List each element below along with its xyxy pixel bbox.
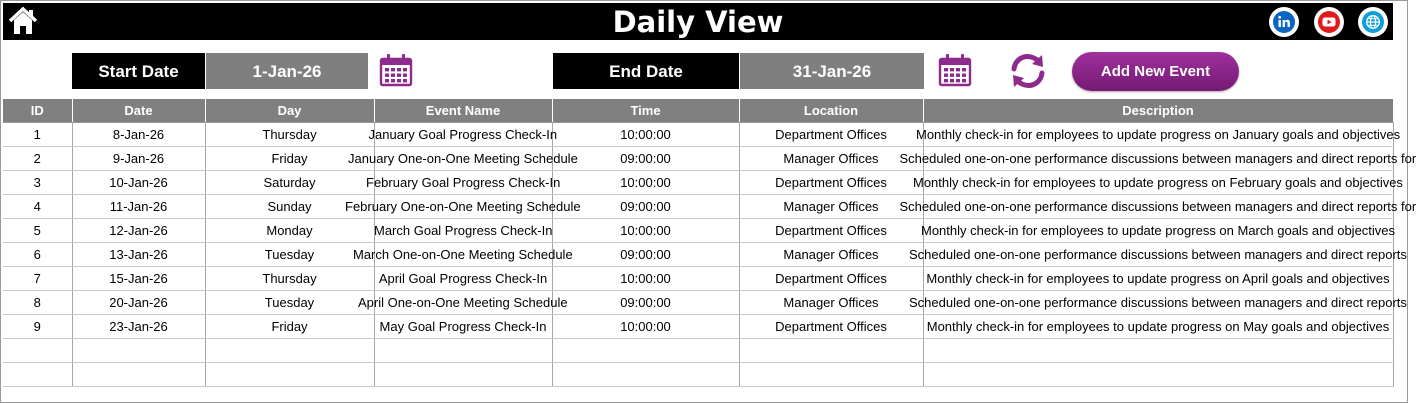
cell-description-text: Monthly check-in for employees to update progress on February goals and objectives xyxy=(913,175,1403,190)
table-row[interactable] xyxy=(3,339,1393,363)
cell-description[interactable] xyxy=(923,363,1393,387)
refresh-icon[interactable] xyxy=(1006,51,1050,91)
cell-description[interactable] xyxy=(923,339,1393,363)
linkedin-icon[interactable] xyxy=(1269,7,1299,37)
cell-description-text: Monthly check-in for employees to update progress on May goals and objectives xyxy=(926,319,1390,334)
cell-description[interactable] xyxy=(899,147,1416,171)
cell-time[interactable] xyxy=(552,339,739,363)
cell-day[interactable]: Tuesday xyxy=(205,291,374,315)
cell-time[interactable]: 10:00:00 xyxy=(552,219,739,243)
column-header-date[interactable]: Date xyxy=(72,99,205,123)
table-row[interactable] xyxy=(3,195,1393,219)
cell-id[interactable]: 5 xyxy=(3,219,72,243)
cell-event-name-text: February Goal Progress Check-In xyxy=(366,175,561,190)
cell-id[interactable]: 7 xyxy=(3,267,72,291)
cell-time[interactable]: 09:00:00 xyxy=(552,195,739,219)
cell-event-name-text: February One-on-One Meeting Schedule xyxy=(345,199,581,214)
end-date-field[interactable]: 31-Jan-26 xyxy=(740,53,924,89)
cell-event-name[interactable] xyxy=(348,147,578,171)
cell-id[interactable]: 3 xyxy=(3,171,72,195)
column-header-description[interactable]: Description xyxy=(923,99,1393,123)
cell-date[interactable]: 12-Jan-26 xyxy=(72,219,205,243)
cell-date[interactable]: 10-Jan-26 xyxy=(72,171,205,195)
cell-day[interactable]: Friday xyxy=(205,147,374,171)
cell-date[interactable]: 13-Jan-26 xyxy=(72,243,205,267)
cell-date[interactable]: 9-Jan-26 xyxy=(72,147,205,171)
cell-description-text: Scheduled one-on-one performance discussions between managers and direct reports for xyxy=(899,151,1416,166)
cell-description[interactable] xyxy=(909,243,1407,267)
cell-description-text: Scheduled one-on-one performance discussions between managers and direct reports for xyxy=(899,199,1416,214)
start-date-label: Start Date xyxy=(72,53,205,89)
cell-day[interactable]: Friday xyxy=(205,315,374,339)
table-row[interactable] xyxy=(3,123,1393,147)
cell-description[interactable] xyxy=(899,195,1416,219)
globe-icon[interactable] xyxy=(1358,7,1388,37)
cell-location[interactable]: Department Offices xyxy=(739,219,923,243)
cell-location[interactable]: Manager Offices xyxy=(739,243,923,267)
cell-time[interactable]: 09:00:00 xyxy=(552,147,739,171)
cell-event-name-text: January One-on-One Meeting Schedule xyxy=(348,151,578,166)
cell-location[interactable]: Manager Offices xyxy=(739,195,923,219)
cell-time[interactable]: 10:00:00 xyxy=(552,171,739,195)
cell-day[interactable]: Saturday xyxy=(205,171,374,195)
cell-day[interactable]: Tuesday xyxy=(205,243,374,267)
cell-location[interactable] xyxy=(739,339,923,363)
cell-location[interactable]: Manager Offices xyxy=(739,291,923,315)
page-title: Daily View xyxy=(612,5,784,39)
cell-date[interactable] xyxy=(72,339,205,363)
cell-event-name[interactable] xyxy=(366,171,561,195)
cell-description-text: Monthly check-in for employees to update progress on April goals and objectives xyxy=(926,271,1390,286)
cell-location[interactable]: Department Offices xyxy=(739,267,923,291)
cell-location[interactable]: Manager Offices xyxy=(739,147,923,171)
cell-event-name[interactable] xyxy=(368,123,558,147)
cell-event-name[interactable] xyxy=(374,219,552,243)
title-bar xyxy=(3,3,1393,40)
cell-event-name[interactable] xyxy=(374,267,552,291)
column-header-id[interactable]: ID xyxy=(3,99,72,123)
table-row[interactable] xyxy=(3,267,1393,291)
cell-event-name-text: April Goal Progress Check-In xyxy=(378,271,548,286)
cell-time[interactable]: 10:00:00 xyxy=(552,123,739,147)
cell-day[interactable] xyxy=(205,339,374,363)
table-row[interactable] xyxy=(3,291,1393,315)
table-row[interactable] xyxy=(3,147,1393,171)
cell-day[interactable] xyxy=(205,363,374,387)
cell-id[interactable] xyxy=(3,339,72,363)
cell-date[interactable]: 15-Jan-26 xyxy=(72,267,205,291)
cell-event-name[interactable] xyxy=(353,243,573,267)
cell-description-text: Monthly check-in for employees to update progress on March goals and objectives xyxy=(921,223,1396,238)
cell-id[interactable]: 8 xyxy=(3,291,72,315)
cell-day[interactable]: Thursday xyxy=(205,267,374,291)
cell-id[interactable]: 6 xyxy=(3,243,72,267)
column-header-location[interactable]: Location xyxy=(739,99,923,123)
cell-time[interactable]: 09:00:00 xyxy=(552,243,739,267)
cell-description[interactable] xyxy=(921,219,1396,243)
cell-event-name-text: April One-on-One Meeting Schedule xyxy=(358,295,568,310)
cell-date[interactable]: 11-Jan-26 xyxy=(72,195,205,219)
end-date-label: End Date xyxy=(553,53,739,89)
cell-location[interactable]: Department Offices xyxy=(739,315,923,339)
start-date-field[interactable]: 1-Jan-26 xyxy=(206,53,368,89)
cell-event-name[interactable] xyxy=(374,315,552,339)
cell-event-name-text: May Goal Progress Check-In xyxy=(379,319,547,334)
cell-day[interactable]: Thursday xyxy=(205,123,374,147)
calendar-icon[interactable] xyxy=(378,52,414,88)
cell-time[interactable] xyxy=(552,363,739,387)
youtube-icon[interactable] xyxy=(1314,7,1344,37)
table-row[interactable] xyxy=(3,315,1393,339)
cell-description[interactable] xyxy=(923,315,1393,339)
cell-location[interactable] xyxy=(739,363,923,387)
cell-description-text: Scheduled one-on-one performance discussions between managers and direct reports xyxy=(909,247,1407,262)
cell-id[interactable]: 4 xyxy=(3,195,72,219)
cell-day[interactable]: Sunday xyxy=(205,195,374,219)
cell-event-name[interactable] xyxy=(345,195,581,219)
table-row[interactable] xyxy=(3,243,1393,267)
cell-description[interactable] xyxy=(916,123,1401,147)
calendar-icon[interactable] xyxy=(937,52,973,88)
cell-event-name-text: January Goal Progress Check-In xyxy=(368,127,558,142)
cell-time[interactable]: 09:00:00 xyxy=(552,291,739,315)
cell-location[interactable]: Department Offices xyxy=(739,123,923,147)
cell-event-name[interactable] xyxy=(374,363,552,387)
cell-day[interactable]: Monday xyxy=(205,219,374,243)
column-header-day[interactable]: Day xyxy=(205,99,374,123)
cell-date[interactable]: 20-Jan-26 xyxy=(72,291,205,315)
cell-date[interactable]: 8-Jan-26 xyxy=(72,123,205,147)
column-header-event-name[interactable]: Event Name xyxy=(374,99,552,123)
events-table xyxy=(3,99,1416,387)
table-row[interactable] xyxy=(3,171,1393,195)
cell-event-name-text: March Goal Progress Check-In xyxy=(374,223,553,238)
cell-description[interactable] xyxy=(923,267,1393,291)
table-row[interactable] xyxy=(3,219,1393,243)
cell-id[interactable]: 1 xyxy=(3,123,72,147)
cell-event-name[interactable] xyxy=(358,291,568,315)
cell-time[interactable]: 10:00:00 xyxy=(552,267,739,291)
cell-location[interactable]: Department Offices xyxy=(739,171,923,195)
cell-event-name[interactable] xyxy=(374,339,552,363)
cell-event-name-text: March One-on-One Meeting Schedule xyxy=(353,247,573,262)
table-body xyxy=(3,123,1416,387)
cell-description[interactable] xyxy=(909,291,1407,315)
cell-id[interactable]: 9 xyxy=(3,315,72,339)
add-new-event-button[interactable]: Add New Event xyxy=(1072,52,1239,91)
cell-id[interactable]: 2 xyxy=(3,147,72,171)
cell-description[interactable] xyxy=(913,171,1403,195)
cell-date[interactable]: 23-Jan-26 xyxy=(72,315,205,339)
table-row[interactable] xyxy=(3,363,1393,387)
cell-id[interactable] xyxy=(3,363,72,387)
column-header-time[interactable]: Time xyxy=(552,99,739,123)
cell-time[interactable]: 10:00:00 xyxy=(552,315,739,339)
cell-description-text: Monthly check-in for employees to update progress on January goals and objectives xyxy=(916,127,1401,142)
table-header-row xyxy=(3,99,1393,123)
cell-date[interactable] xyxy=(72,363,205,387)
cell-description-text: Scheduled one-on-one performance discussions between managers and direct reports xyxy=(909,295,1407,310)
